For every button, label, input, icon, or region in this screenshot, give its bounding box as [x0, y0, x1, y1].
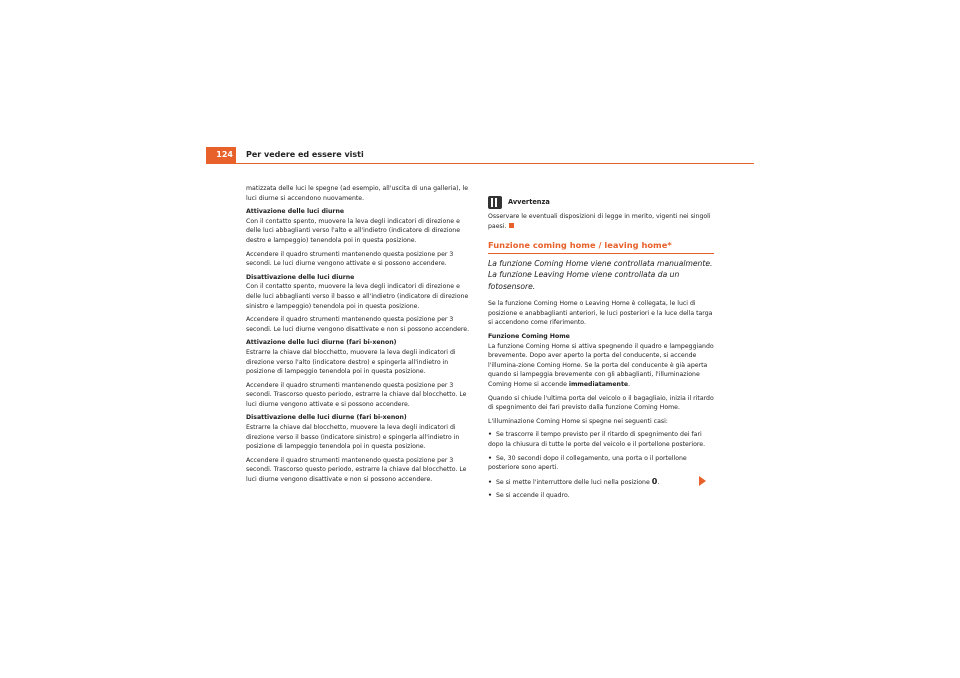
paragraph: Se la funzione Coming Home o Leaving Home è collegata, le luci di posizione e anabbaglianti anteriori, le luci posteriori e la luce della targa si accendono come riferimento.: [488, 300, 713, 327]
end-of-section-icon: [509, 223, 514, 228]
subheading: Attivazione delle luci diurne: [246, 208, 345, 216]
paragraph: Accendere il quadro strumenti mantenendo questa posizione per 3 secondi. Le luci diurne vengono disattivate e non si possono accendere.: [246, 316, 470, 333]
warning-text: Osservare le eventuali disposizioni di legge in merito, vigenti nei singoli paesi.: [488, 213, 711, 230]
section-divider: [488, 253, 714, 254]
light-switch-position-symbol: 0: [651, 476, 658, 486]
right-column: [488, 196, 714, 505]
list-item: • Se, 30 secondi dopo il collegamento, una porta o il portellone posteriore sono aperti.: [488, 454, 714, 473]
warning-title: Avvertenza: [508, 197, 550, 206]
list-item: • Se si mette l'interruttore delle luci nella posizione 0.: [488, 477, 714, 488]
section-lead: La funzione Coming Home viene controllata manualmente. La funzione Leaving Home viene controllata da un fotosensore.: [488, 258, 713, 291]
subheading: Disattivazione delle luci diurne: [246, 273, 355, 281]
paragraph: Estrarre la chiave dal blocchetto, muovere la leva degli indicatori di direzione verso l'alto (indicatore destro) e spingerla all'indietro in posizione di lampeggio tenendola poi in questa posizione.: [246, 348, 456, 376]
subheading: Funzione Coming Home: [488, 333, 570, 341]
section-title: Funzione coming home / leaving home*: [488, 240, 672, 251]
subheading: Attivazione delle luci diurne (fari bi-xenon): [246, 339, 397, 347]
page-number: 124: [206, 147, 236, 163]
continue-arrow-icon: [699, 476, 706, 486]
paragraph: Con il contatto spento, muovere la leva degli indicatori di direzione e delle luci abbaglianti verso il basso e all'indietro (indicatore di direzione sinistro e lampeggio) tenendola poi in questa posizione.: [246, 283, 469, 310]
paragraph: Accendere il quadro strumenti mantenendo questa posizione per 3 secondi. Trascorso questo periodo, estrarre la chiave dal blocchetto. Le luci diurne vengono attivate e si possono accendere.: [246, 381, 467, 408]
paragraph: Accendere il quadro strumenti mantenendo questa posizione per 3 secondi. Le luci diurne vengono attivate e si possono accendere.: [246, 250, 454, 268]
warning-box-header: [488, 196, 714, 209]
paragraph: La funzione Coming Home si attiva spegnendo il quadro e lampeggiando brevemente. Dopo aver aperto la porta del conducente, si accende l'illumina-zione Coming Home. Se la porta del conducente è già aperta quando si lampeggia brevemente con gli abbaglianti, l'illuminazione Coming Home si accende immediatamente.: [488, 342, 714, 389]
page-header-title: Per vedere ed essere visti: [246, 150, 364, 159]
paragraph: L'illuminazione Coming Home si spegne nei seguenti casi:: [488, 417, 668, 425]
left-column: [246, 184, 472, 489]
header-divider: [206, 163, 754, 164]
info-note-icon: [488, 196, 502, 209]
subheading: Disattivazione delle luci diurne (fari bi-xenon): [246, 414, 407, 422]
paragraph: Accendere il quadro strumenti mantenendo questa posizione per 3 secondi. Trascorso questo periodo, estrarre la chiave dal blocchetto. Le luci diurne vengono disattivate e non si possono accendere.: [246, 456, 467, 484]
paragraph: matizzata delle luci le spegne (ad esempio, all'uscita di una galleria), le luci diurne si accendono nuovamente.: [246, 185, 469, 202]
paragraph: Quando si chiude l'ultima porta del veicolo o il bagagliaio, inizia il ritardo di spegnimento dei fari previsto dalla funzione Coming Home.: [488, 394, 714, 412]
paragraph: Con il contatto spento, muovere la leva degli indicatori di direzione e delle luci abbaglianti verso l'alto e all'indietro (indicatore di direzione destro e lampeggio) tenendola poi in questa posizione.: [246, 217, 461, 244]
list-item: • Se si accende il quadro.: [488, 491, 714, 501]
paragraph: Estrarre la chiave dal blocchetto, muovere la leva degli indicatori di direzione verso il basso (indicatore sinistro) e spingerla all'indietro in posizione di lampeggio tenendola poi in questa posizione.: [246, 424, 460, 451]
list-item: • Se trascorre il tempo previsto per il ritardo di spegnimento dei fari dopo la chiusura di tutte le porte del veicolo e il portellone posteriore.: [488, 430, 714, 449]
